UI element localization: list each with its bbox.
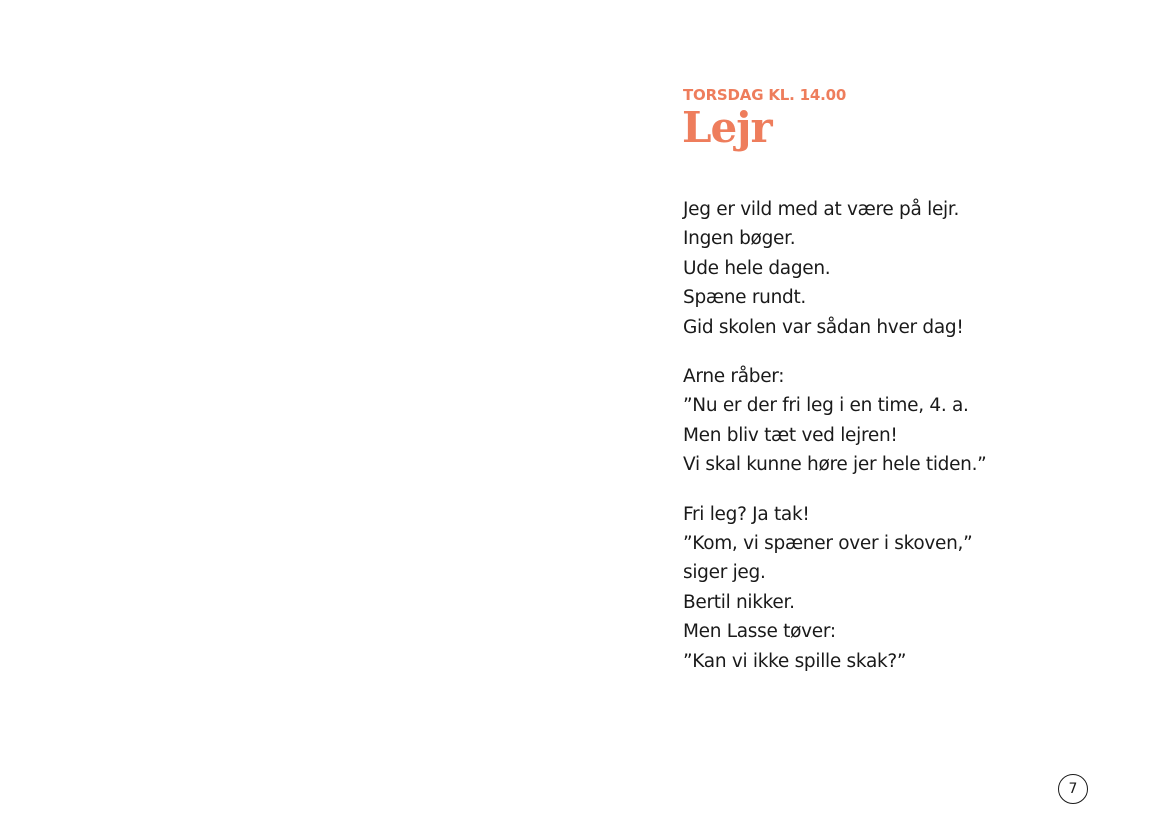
poem-line: ”Kan vi ikke spille skak?” — [683, 650, 907, 672]
poem-line: Bertil nikker. — [683, 591, 795, 613]
stanza — [683, 362, 986, 480]
poem-line: Vi skal kunne høre jer hele tiden.” — [683, 454, 987, 476]
poem-line: Ude hele dagen. — [683, 257, 831, 279]
poem-line: Men Lasse tøver: — [683, 621, 836, 643]
right-page — [588, 0, 1175, 832]
poem-line: Ingen bøger. — [683, 228, 796, 250]
stanza — [683, 195, 986, 342]
poem-line: Spæne rundt. — [683, 287, 806, 309]
poem-line: Gid skolen var sådan hver dag! — [683, 316, 964, 338]
time-kicker: TORSDAG KL. 14.00 — [683, 86, 847, 104]
poem-line: Arne råber: — [683, 366, 785, 388]
stanza — [683, 500, 986, 676]
poem-line: ”Nu er der fri leg i en time, 4. a. — [683, 395, 969, 417]
poem-line: Men bliv tæt ved lejren! — [683, 424, 898, 446]
poem-line: ”Kom, vi spæner over i skoven,” — [683, 533, 973, 555]
poem-body — [683, 195, 986, 696]
chapter-title: Lejr — [682, 103, 772, 152]
page-number-badge: 7 — [1058, 774, 1088, 804]
poem-line: Fri leg? Ja tak! — [683, 503, 810, 525]
poem-line: siger jeg. — [683, 562, 766, 584]
poem-line: Jeg er vild med at være på lejr. — [683, 199, 960, 220]
